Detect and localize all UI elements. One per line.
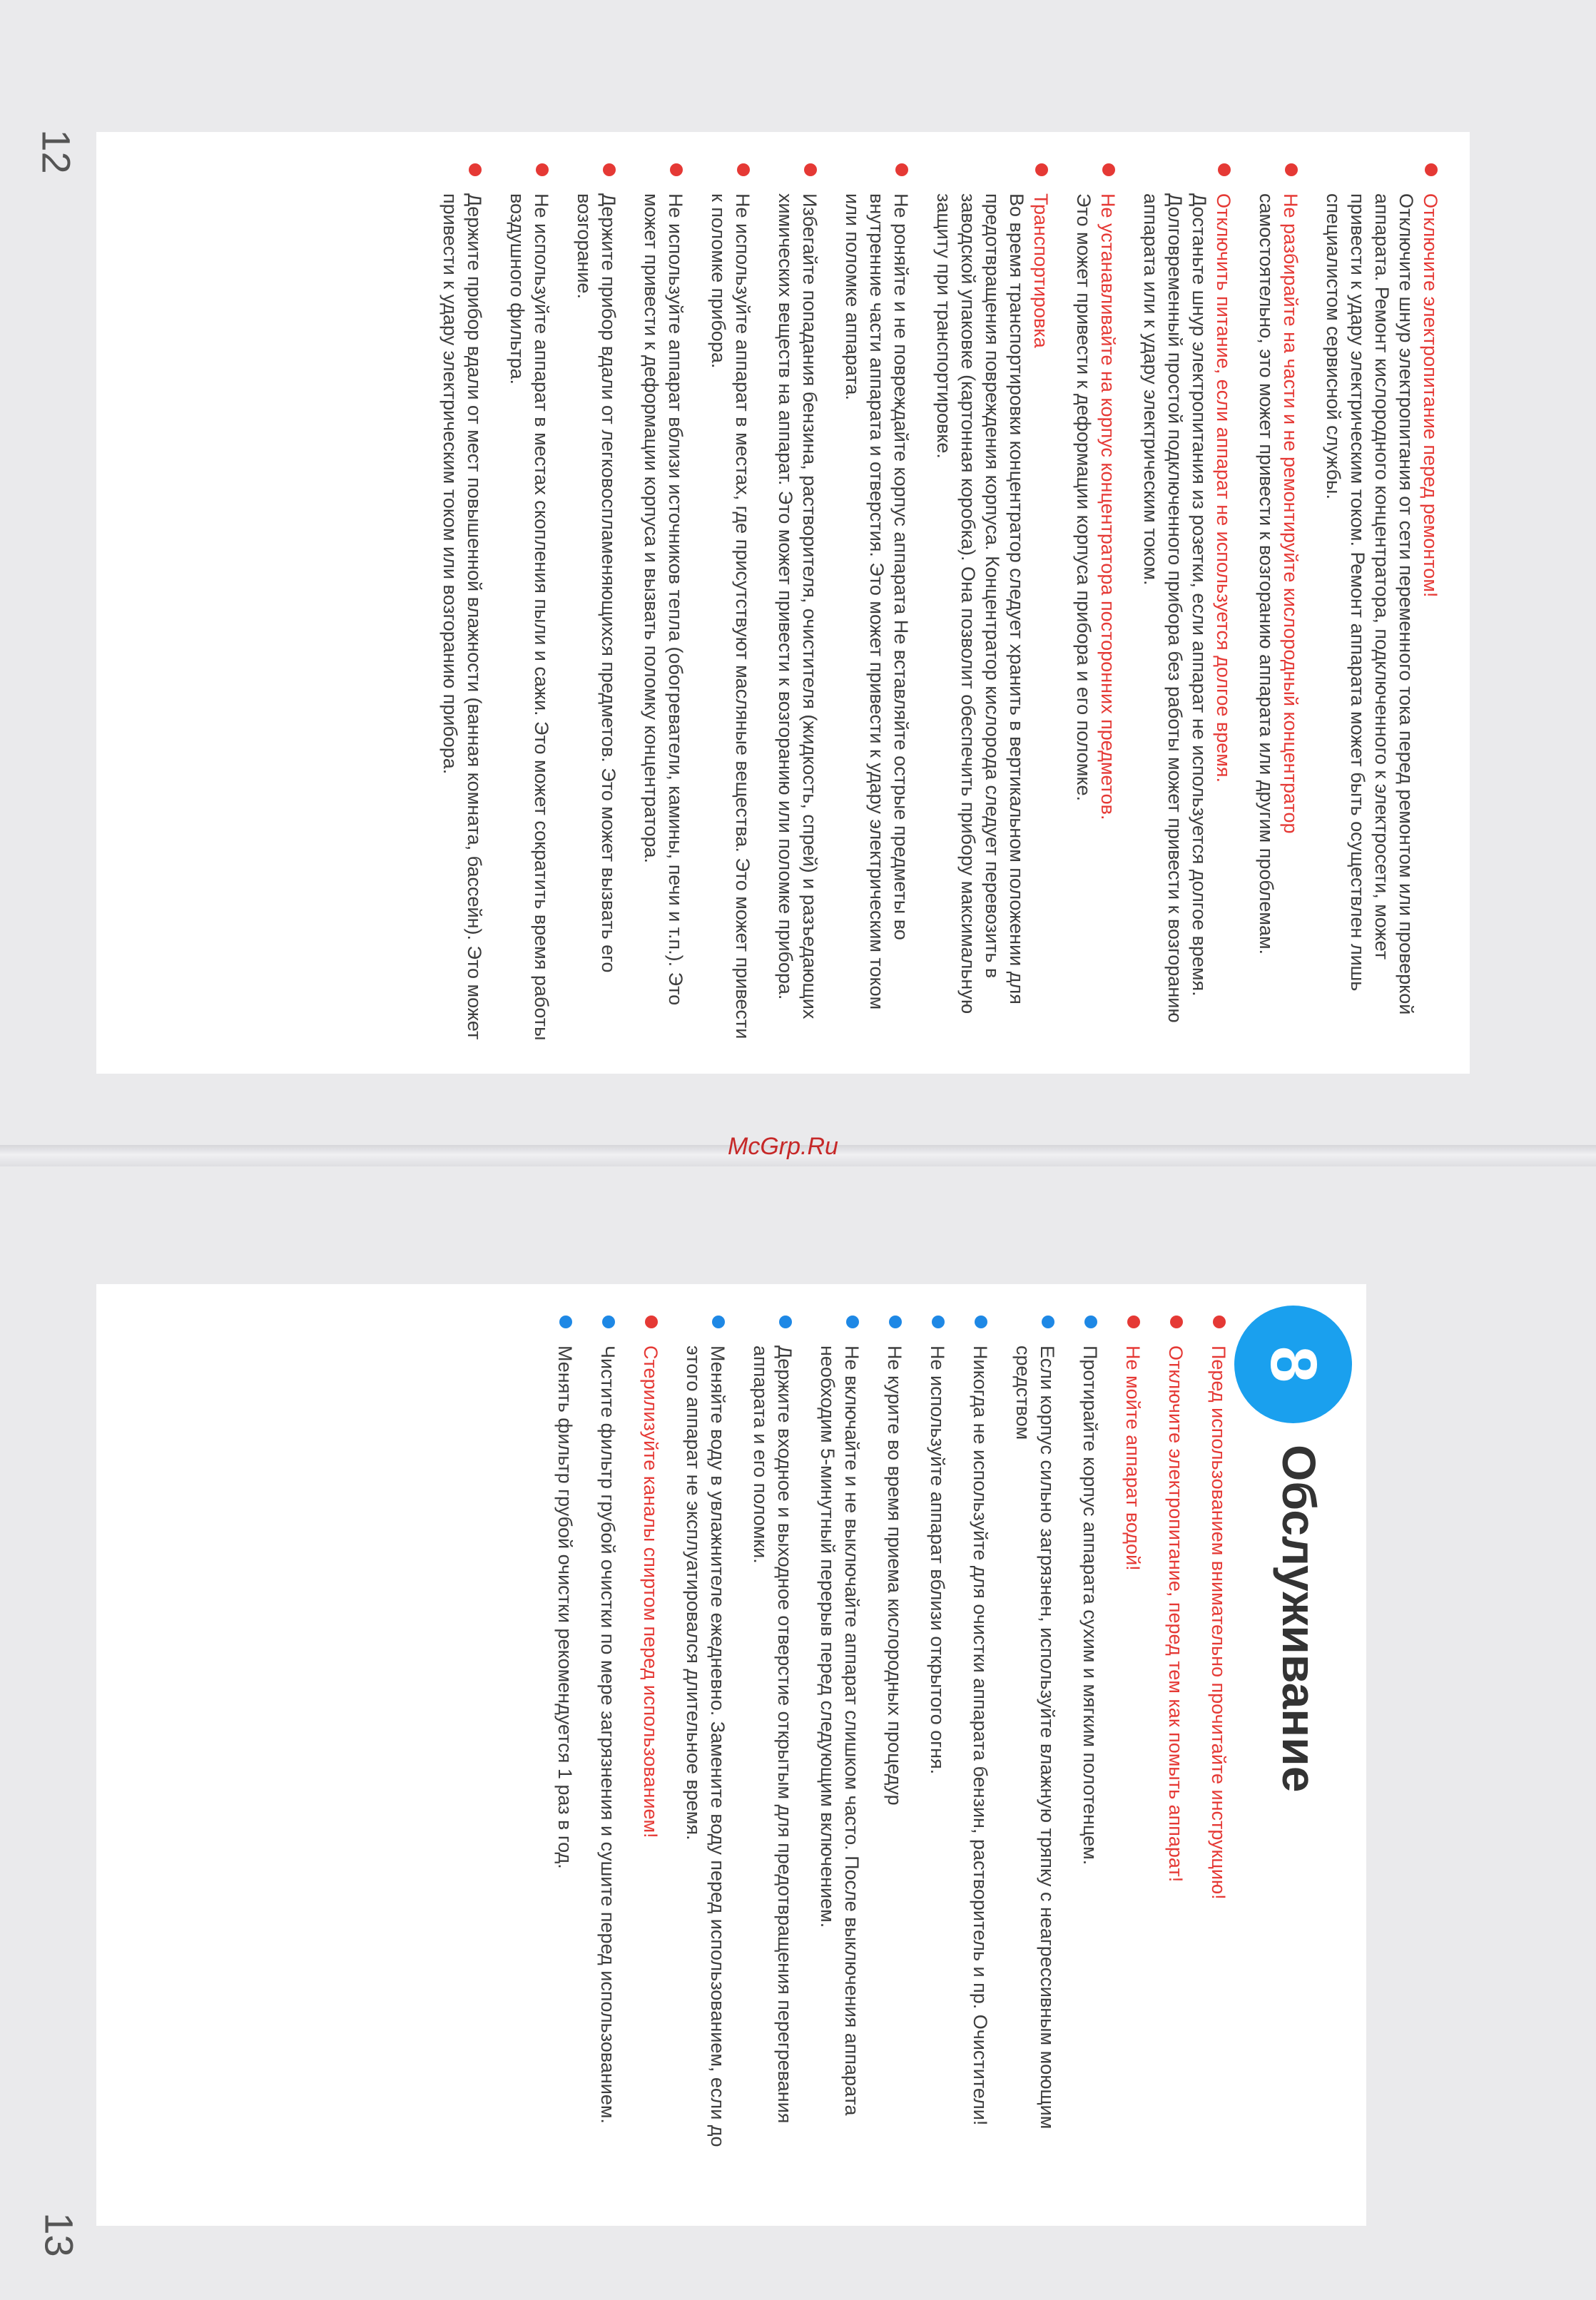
item-text: Меняйте воду в увлажнителе ежедневно. Замените воду перед использованием, если до этого аппарат не эксплуатировался длительное время. — [683, 1345, 728, 2147]
list-item — [553, 1313, 577, 2197]
item-text: Не используйте аппарат вблизи источников тепла (обогреватели, камины, печи и т.п.). Это может привести к деформации корпуса и вызвать поломку концентратора. — [641, 193, 686, 1006]
list-item — [706, 161, 755, 1045]
item-text: Не используйте аппарат в местах скопления пыли и сажи. Это может сократить время работы воздушного фильтра. — [507, 193, 552, 1041]
item-text: Чистите фильтр грубой очистки по мере загрязнения и сушите перед использованием. — [597, 1345, 619, 2124]
list-item — [1072, 161, 1120, 1045]
item-text: Не используйте аппарат в местах, где присутствуют масляные вещества. Это может привести к поломке прибора. — [708, 193, 753, 1039]
item-heading: Не разбирайте на части и не ремонтируйте кислородный концентратор — [1280, 193, 1301, 834]
item-text: Протирайте корпус аппарата сухим и мягким полотенцем. — [1079, 1345, 1101, 1866]
item-text: Не используйте аппарат вблизи открытого огня. — [927, 1345, 948, 1775]
bullet-dot-icon — [1218, 163, 1231, 176]
item-heading: Отключите электропитание, перед тем как помыть аппарат! — [1165, 1345, 1186, 1883]
page-number-right: 13 — [36, 2212, 82, 2257]
section-number: 8 — [1257, 1345, 1330, 1383]
list-item — [639, 1313, 663, 2197]
bullet-dot-icon — [975, 1316, 987, 1328]
item-text: Не включайте и не выключайте аппарат слишком часто. После выключения аппарата необходим 5-минутный перерыв перед следующим включением. — [817, 1345, 863, 2116]
bullet-dot-icon — [1127, 1316, 1140, 1328]
list-item — [1321, 161, 1443, 1045]
bullet-dot-icon — [1035, 163, 1048, 176]
list-item — [1164, 1313, 1188, 2197]
item-text: Если корпус сильно загрязнен, используйте влажную тряпку с неагрессивным моющим средством — [1012, 1345, 1058, 2129]
item-text: Не курите во время приема кислородных процедур — [884, 1345, 905, 1806]
bullet-dot-icon — [469, 163, 482, 176]
item-text: Держите прибор вдали от легковоспламеняющихся предметов. Это может вызвать его возгорание. — [574, 193, 619, 973]
item-heading: Перед использованием внимательно прочитайте инструкцию! — [1208, 1345, 1229, 1900]
item-text: Отключите шнур электропитания от сети переменного тока перед ремонтом или проверкой аппарата. Ремонт кислородного концентратора, подключенного к электросети, может привести к удару электрическим током. Ремонт аппарата может быть осуществлен лишь специалистом сервисной службы. — [1323, 193, 1417, 1015]
item-text: Избегайте попадания бензина, растворителя, очистителя (жидкость, спрей) и разъедающих химических веществ на аппарат. Это может привести к возгоранию или поломке прибора. — [775, 193, 820, 1019]
item-text: Достаньте шнур электропитания из розетки, если аппарат не используется долгое время. Долговременный простой подключенного прибора без работы может привести к возгоранию аппарата или к удару электрическим током. — [1140, 193, 1210, 1023]
bullet-dot-icon — [889, 1316, 902, 1328]
item-text: Держите входное и выходное отверстие открытым для предотвращения перегревания аппарата и его поломки. — [750, 1345, 796, 2124]
bullet-dot-icon — [603, 163, 616, 176]
bullet-dot-icon — [1213, 1316, 1226, 1328]
bullet-dot-icon — [895, 163, 908, 176]
list-item — [925, 1313, 950, 2197]
item-text: Никогда не используйте для очистки аппарата бензин, растворитель и пр. Очистители! — [970, 1345, 991, 2126]
bullet-dot-icon — [1042, 1316, 1054, 1328]
item-text: Держите прибор вдали от мест повышенной влажности (ванная комната, бассейн). Это может привести к удару электрическим током или возгоранию прибора. — [439, 193, 485, 1040]
bullet-dot-icon — [536, 163, 549, 176]
bullet-dot-icon — [1102, 163, 1115, 176]
watermark: McGrp.Ru — [728, 1133, 838, 1160]
item-text: Менять фильтр грубой очистки рекомендуется 1 раз в год. — [554, 1345, 576, 1869]
bullet-dot-icon — [846, 1316, 859, 1328]
list-item — [1078, 1313, 1102, 2197]
bullet-dot-icon — [737, 163, 750, 176]
section-number-badge — [1234, 1306, 1352, 1423]
bullet-dot-icon — [932, 1316, 945, 1328]
bullet-dot-icon — [559, 1316, 572, 1328]
item-heading: Отключить питание, если аппарат не используется долгое время. — [1213, 193, 1234, 783]
item-text: Это может привести к деформации корпуса прибора и его поломке. — [1073, 193, 1094, 801]
list-item — [883, 1313, 907, 2197]
page-13 — [96, 1284, 1366, 2226]
list-item — [1139, 161, 1236, 1045]
page-12 — [96, 132, 1470, 1074]
list-item — [815, 1313, 864, 2197]
list-item — [968, 1313, 992, 2197]
bullet-dot-icon — [670, 163, 683, 176]
list-item — [596, 1313, 620, 2197]
list-item — [572, 161, 621, 1045]
page-number-left: 12 — [34, 129, 79, 174]
bullet-dot-icon — [602, 1316, 615, 1328]
warnings-list — [398, 132, 1470, 1074]
item-heading: Отключите электропитание перед ремонтом! — [1420, 193, 1441, 598]
item-heading: Не устанавливайте на корпус концентратора посторонних предметов. — [1097, 193, 1119, 820]
bullet-dot-icon — [1170, 1316, 1183, 1328]
item-heading: Стерилизуйте каналы спиртом перед использованием! — [640, 1345, 661, 1838]
list-item — [1011, 1313, 1059, 2197]
list-item — [748, 1313, 797, 2197]
page-12-content-frame — [96, 132, 1470, 1074]
bullet-dot-icon — [779, 1316, 792, 1328]
list-item — [1206, 1313, 1231, 2197]
bullet-dot-icon — [645, 1316, 658, 1328]
list-item — [1254, 161, 1303, 1045]
bullet-dot-icon — [1084, 1316, 1097, 1328]
bullet-dot-icon — [712, 1316, 725, 1328]
list-item — [681, 1313, 730, 2197]
item-heading: Транспортировка — [1030, 193, 1052, 348]
list-item — [438, 161, 487, 1045]
list-item — [1121, 1313, 1145, 2197]
bullet-dot-icon — [1425, 163, 1438, 176]
page-13-content-frame — [96, 1284, 1366, 2226]
item-heading: Не мойте аппарат водой! — [1122, 1345, 1144, 1571]
list-item — [773, 161, 822, 1045]
list-item — [840, 161, 913, 1045]
list-item — [932, 161, 1053, 1045]
item-text: Во время транспортировки концентратор следует хранить в вертикальном положении для предотвращения повреждения корпуса. Концентратор кислорода следует перевозить в заводской упаковке (картонная коробка). Она позволит обеспечить прибору максимальную защиту при транспортировке. — [933, 193, 1027, 1014]
section-title: Обслуживание — [1273, 1445, 1326, 1793]
item-text: Не роняйте и не повреждайте корпус аппарата Не вставляйте острые предметы во внутренние части аппарата и отверстия. Это может привести к удару электрическим током или поломке аппарата. — [842, 193, 912, 1010]
section-header — [1238, 1306, 1352, 2162]
list-item — [505, 161, 554, 1045]
list-item — [639, 161, 688, 1045]
bullet-dot-icon — [1285, 163, 1298, 176]
bullet-dot-icon — [804, 163, 817, 176]
item-text: самостоятельно, это может привести к возгоранию аппарата или другим проблемам. — [1256, 193, 1277, 955]
